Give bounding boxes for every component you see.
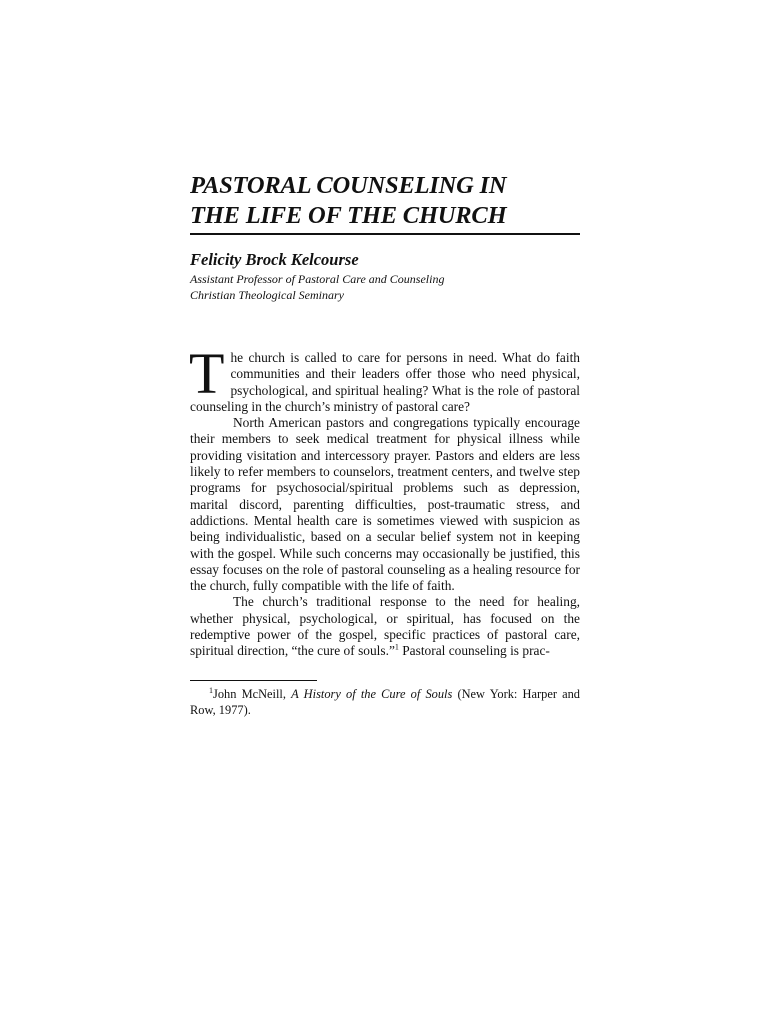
- footnote-book-title: A History of the Cure of Souls: [291, 687, 453, 701]
- paragraph-1: [189, 341, 580, 415]
- footnote-mark: 1: [209, 685, 213, 695]
- paragraph-3-text: The church’s traditional response to the need for healing, whether physical, psychological, or spiritual, has focused on the redemptive power of the gospel, specific practices of pastoral care, spiritual direction, “the cure of souls.”: [190, 594, 580, 659]
- author-affiliation-title: Assistant Professor of Pastoral Care and Counseling: [190, 272, 445, 286]
- title-line-2: THE LIFE OF THE CHURCH: [190, 202, 507, 229]
- article-title: [190, 171, 580, 231]
- paragraph-1-text: he church is called to care for persons in need. What do faith communities and their leaders offer those who need physical, psychological, and spiritual healing? What is the role of pastoral counseling in the church’s ministry of pastoral care?: [190, 350, 580, 414]
- paragraph-3: [190, 594, 580, 659]
- drop-cap: T: [189, 341, 225, 406]
- footnote-reference: 1: [394, 642, 399, 652]
- footnote-publication: (New York: Harper and Row, 1977).: [190, 687, 581, 717]
- footnote-rule: [190, 680, 317, 681]
- footnote-author: John McNeill,: [213, 687, 292, 701]
- author-name: Felicity Brock Kelcourse: [190, 250, 359, 269]
- title-line-1: PASTORAL COUNSELING IN: [190, 172, 507, 199]
- paragraph-2: North American pastors and congregations typically encourage their members to seek medical treatment for physical illness while providing visitation and intercessory prayer. Pastors and elders are less likely to refer members to counselors, treatment centers, and twelve step programs for psychosocial/spiritual problems such as depression, marital discord, parenting difficulties, post-traumatic stress, and addictions. Mental health care is sometimes viewed with suspicion as being individualistic, based on a secular belief system not in keeping with the gospel. While such concerns may occasionally be justified, this essay focuses on the role of pastoral counseling as a healing resource for the church, fully compatible with the life of faith.: [190, 415, 580, 594]
- title-rule: [190, 233, 580, 235]
- article-body: [189, 341, 580, 660]
- author-affiliation-institution: Christian Theological Seminary: [190, 288, 344, 302]
- footnote: [190, 686, 580, 718]
- paragraph-3-continuation: Pastoral counseling is prac-: [398, 643, 550, 659]
